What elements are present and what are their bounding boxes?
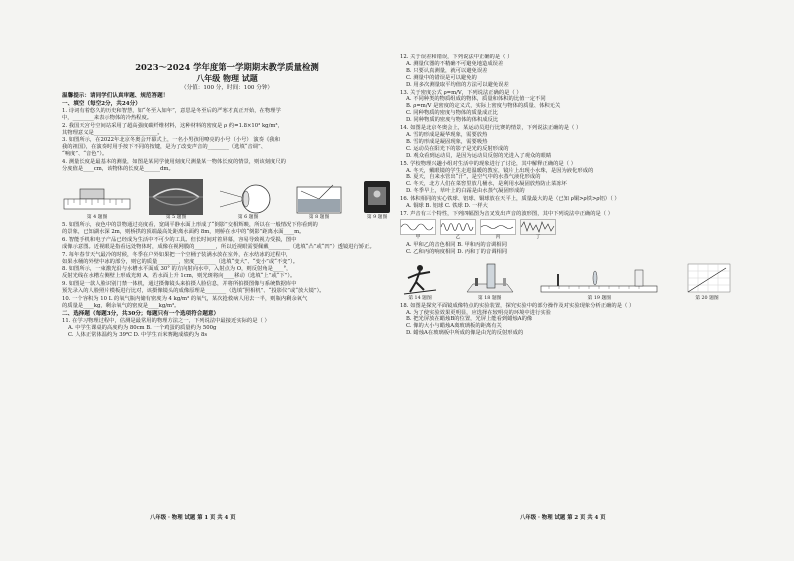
option-line: B. 只要认真测量，就可以避免误差 — [406, 67, 488, 74]
bridge-reflection-illustration — [149, 179, 203, 215]
question-9 — [62, 281, 392, 295]
figure-water-tank — [293, 183, 345, 221]
figure-caption: 第 9 题图 — [366, 214, 388, 220]
ruler-illustration — [62, 185, 132, 215]
question-12 — [400, 54, 732, 89]
waveform-yi — [440, 219, 476, 241]
option-line: A. 冬天，戴眼镜的学生走进温暖的教室，镜片上出现小水珠，是因为液化形成的 — [406, 167, 594, 174]
question-line: 中，________来表示物体的冷热程度。 — [62, 114, 153, 121]
question-3 — [62, 137, 392, 158]
option-line: A. 甲和乙的音色相同 B. 甲和丙的音调相同 — [406, 241, 507, 248]
figure-caption: 第 8 题图 — [308, 214, 330, 220]
option-line: D. 用多次测量取平均值的方法可以避免误差 — [406, 81, 509, 88]
waveform-ding — [520, 219, 556, 241]
exam-meta: （分值：100 分，时间：100 分钟） — [180, 85, 274, 91]
question-line: 成像示意图。近视眼是指看远处物体时，成像在视网膜的________，所以近视眼需要佩戴________（选填“凸”或“凹”）透镜进行矫正。 — [62, 243, 375, 250]
option-line: A. 铜球 B. 铝球 C. 铁球 D. 一样大 — [406, 203, 488, 210]
option-line: B. 雪的形成是凝固现象，需要吸热 — [406, 138, 488, 145]
question-16 — [400, 196, 732, 210]
figure-caption: 第 5 题图 — [165, 214, 187, 220]
question-line: 6. 智能手机和电子产品已经成为生活中不可少的工具。但长时间对着屏幕，容易导致视力受损，图中 — [62, 236, 297, 243]
page-footer-1: 八年级 · 物理 试题 第 1 页 共 4 页 — [150, 515, 236, 521]
figure-ruler — [62, 185, 132, 221]
waveform-label: 乙 — [455, 234, 461, 240]
waveform-label: 丁 — [535, 234, 541, 240]
question-line: 分度值是____cm，该物体的长度是______dm。 — [62, 166, 174, 173]
figure-caption: 第 18 题图 — [477, 295, 502, 301]
question-15 — [400, 161, 732, 196]
question-line: 11. 在学习物理过程中，估测是最常用的物理方法之一，下列说法中最接近实际的是（ ） — [62, 317, 270, 324]
water-tank-illustration — [293, 183, 345, 215]
question-line: 预先录入的人脸照片模板进行比对，该摄像镜头的成像原理是________（选填“照相机”、“投影仪”或“放大镜”）。 — [62, 288, 325, 295]
question-line: 16. 体积相同的实心铁球、铝球、铜球放在天平上，质量最大的是（已知 ρ铜>ρ铁>ρ铝）（ ） — [400, 196, 620, 203]
question-14 — [400, 125, 732, 160]
face-scanner-illustration — [362, 179, 392, 215]
question-8 — [62, 266, 392, 280]
question-line: 的景象，已知湖水深 2m，则桥拱的顶端最高处距离水面约 8m，则桥在水中的“倒影”距离水面____m。 — [62, 228, 305, 235]
waveform-illustration — [480, 219, 516, 235]
question-line: 15. 学校物理兴趣小组对生活中的现象进行了讨论，其中解释正确的是（ ） — [400, 160, 576, 167]
question-line: 反射光线在水槽左侧壁上形成光斑 A，若水面上升 1cm，则光斑将向____移动（选填“上”或“下”）。 — [62, 273, 296, 280]
exam-notice: 温馨提示：请同学们认真审题、规范答题！ — [62, 93, 169, 99]
plane-mirror-illustration — [463, 262, 517, 296]
question-line: 13. 关于密度公式 ρ=m/V，下列说法正确的是（ ） — [400, 89, 522, 96]
figure-caption: 第 4 题图 — [86, 214, 108, 220]
option-line: C. 乙和丙的响度相同 D. 丙和丁的音调相同 — [406, 248, 508, 255]
question-11 — [62, 318, 392, 339]
question-18 — [400, 303, 732, 338]
waveform-bing — [480, 219, 516, 241]
eye-lens-illustration — [220, 183, 276, 215]
waveform-row — [400, 219, 732, 241]
question-6 — [62, 237, 392, 251]
option-line: D. 蜡烛A在玻璃板中所成的像是由光的反射形成的 — [406, 330, 524, 337]
line-graph-illustration — [682, 262, 732, 296]
option-line: C. 测量中的错误是可以避免的 — [406, 74, 477, 81]
waveform-label: 甲 — [415, 234, 421, 240]
waveform-label: 丙 — [495, 234, 501, 240]
option-line: C. 人体正常体温约为 39℃ D. 中学生百米赛跑成绩约为 8s — [68, 331, 208, 338]
option-line: A. 为了使实验效果更明显，应选择在较明亮的环境中进行实验 — [406, 309, 551, 316]
figure-row-2 — [400, 258, 732, 302]
figure-row-1 — [62, 175, 392, 221]
option-line: B. ρ=m/V 是密度的定义式，实际上密度与物体的质量、体积无关 — [406, 103, 561, 110]
page-1-column — [62, 54, 392, 506]
question-line: 4. 测量长度是最基本的测量，如图是某同学使用刻度尺测量某一物体长度的情景，则该刻度尺的 — [62, 159, 286, 166]
skier-illustration — [400, 262, 440, 296]
option-line: C. 运动员在阳光下的影子是光的反射形成的 — [406, 145, 509, 152]
section-fill-in: 一、填空（每空2分，共24分） — [62, 100, 141, 107]
question-line: 10. 一个容积为 10 L 的氧气瓶内储有密度为 4 kg/m³ 的氧气，某次抢救病人用去一半，则瓶内剩余氧气 — [62, 296, 308, 303]
question-line: 14. 如图是北京冬奥会上，某运动员进行比赛的情景，下列说法正确的是（ ） — [400, 125, 582, 132]
figure-optical-bench — [539, 266, 659, 302]
question-line: 如果水桶的外壁中冰的部分，则它的质量________，密度________（选填“变大”、“变小”或“不变”）。 — [62, 258, 299, 265]
question-line: 2. 我国天宫号空间站采用了超高强度碳纤维材料，这种材料的密度是 ρ 约=1.8×10³ kg/m³， — [62, 122, 283, 129]
question-line: 18. 如图是探究平面镜成像特点的实验装置，探究实验中的部分操作及对实验现象分析正确的是（ ） — [400, 302, 635, 309]
question-line: 的质量是____kg，剩余氧气的密度是____kg/m³。 — [62, 302, 180, 309]
option-line: C. 像的大小与蜡烛A离玻璃板的距离有关 — [406, 323, 502, 330]
figure-skier — [400, 262, 440, 302]
figure-face-scanner — [362, 179, 392, 221]
question-line: 8. 如图所示，一束激光沿与水槽水平面成 30° 的方向射向水中，入射点为 O，则反射角是____°， — [62, 266, 292, 273]
exam-subtitle: 八年级 物理 试题 — [196, 73, 258, 83]
question-17 — [400, 211, 732, 256]
waveform-illustration — [520, 219, 556, 235]
question-1 — [62, 108, 392, 122]
question-line: 9. 如图是一款人脸识别门禁一体机，通过摄像镜头来拍摄人脸信息，并将所拍摄图像与系统数据库中 — [62, 281, 297, 288]
figure-caption: 第 20 题图 — [695, 295, 719, 301]
question-13 — [400, 90, 732, 125]
page-footer-2: 八年级 · 物理 试题 第 2 页 共 4 页 — [520, 515, 606, 521]
figure-caption: 第 14 题图 — [408, 295, 432, 301]
option-line: D. 同种物质的密度与物体的体积成反比 — [406, 117, 499, 124]
question-5 — [62, 222, 392, 236]
option-line: A. 雪的形成是凝华现象，需要放热 — [406, 131, 488, 138]
question-line: 12. 关于误差和错误，下列说法中正确的是（ ） — [400, 54, 513, 60]
waveform-illustration — [400, 219, 436, 235]
figure-caption: 第 6 题图 — [237, 214, 259, 220]
option-line: D. 冬季早上，草叶上的白霜是由水蒸气凝固形成的 — [406, 188, 525, 195]
question-line: 其物理意义是________________________。 — [62, 129, 163, 136]
question-line: 17. 声音有三个特性，下列四幅图为音叉发出声音的波形图，其中下列说法中正确的是（ ） — [400, 210, 614, 217]
question-line: 我的祖国》，在演奏时用手按下不同的按键，是为了改变声音的________（选填“音调”、 — [62, 144, 267, 151]
figure-graph — [682, 262, 732, 302]
question-line: “响度”、“音色”）。 — [62, 151, 108, 158]
question-line: 7. 每年春节天气最冷的时候，冬季在户外如果把一个空桶子装满水放在室外，在水结冰的过程中， — [62, 251, 292, 258]
option-line: C. 冬天，北方人们在菜窖里放几桶水，是利用水凝固放热防止菜冻坏 — [406, 181, 567, 188]
figure-bridge — [149, 179, 203, 221]
section-choice: 二、选择题（每题3分，共30分；每题只有一个选项符合题意） — [62, 310, 220, 317]
question-7 — [62, 252, 392, 266]
option-line: A. 不同种类的物质组成的物体，质量和体积的比值一定不同 — [406, 96, 546, 103]
question-2 — [62, 123, 392, 137]
option-line: B. 夏天，自来水管出“汗”，是空气中的水蒸气液化形成的 — [406, 174, 541, 181]
waveform-illustration — [440, 219, 476, 235]
optical-bench-illustration — [539, 266, 659, 296]
option-line: A. 中学生课桌的高度约为 80cm B. 一个鸡蛋的质量约为 500g — [68, 324, 217, 331]
question-line: 1. 诗词有着悠久的历史和智慧，如“冬至入如年”，意思是冬至后的严寒才真正开始，在物理学 — [62, 107, 281, 114]
figure-eye — [220, 183, 276, 221]
waveform-jia — [400, 219, 436, 241]
exam-title: 2023～2024 学年度第一学期期末教学质量检测 — [135, 62, 319, 72]
option-line: A. 测量仪器的不精确不可避免地造成误差 — [406, 60, 504, 67]
question-10 — [62, 296, 392, 310]
page-2-column — [400, 54, 732, 506]
option-line: C. 同种物质的密度与物体的质量成正比 — [406, 110, 498, 117]
option-line: D. 观众看到运动员，是因为运动员反射的光进入了观众的眼睛 — [406, 152, 552, 159]
figure-mirror — [463, 262, 517, 302]
option-line: B. 把光屏放在蜡烛B的位置，光屏上能看到蜡烛A的像 — [406, 316, 533, 323]
question-line: 5. 如图所示，夜色中的景物通过亮度看，宽阔平静水面上形成了“倒影”交相辉映，所以在一般情况下你看到的 — [62, 221, 318, 228]
figure-caption: 第 19 题图 — [587, 295, 612, 301]
question-4 — [62, 159, 392, 173]
question-line: 3. 如图所示，在2022年北京冬奥会开幕式上，一名小男孩用嘹亮的小号（小号） 演奏《我和 — [62, 137, 280, 144]
